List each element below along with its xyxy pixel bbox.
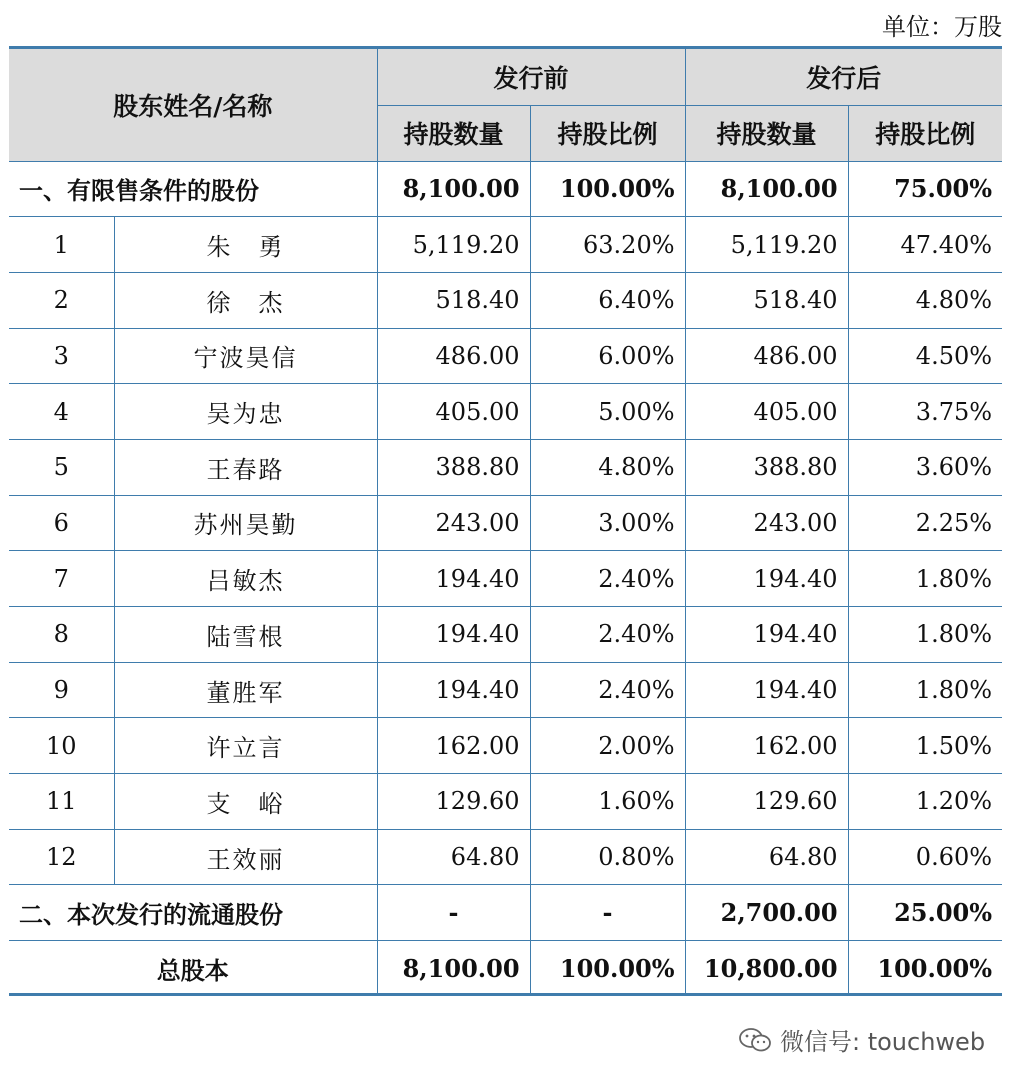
before-qty: 129.60 <box>377 774 530 830</box>
shareholder-name: 苏州昊勤 <box>114 495 377 551</box>
row-number: 7 <box>9 551 114 607</box>
table-row <box>9 551 1002 607</box>
after-qty: 518.40 <box>685 272 848 328</box>
header-after-ratio: 持股比例 <box>848 105 1002 161</box>
unit-label: 单位：万股 <box>882 13 1002 41</box>
circulating-shares-row <box>9 885 1002 941</box>
table-row <box>9 384 1002 440</box>
shareholder-name: 陆雪根 <box>114 607 377 663</box>
after-ratio: 2.25% <box>848 495 1002 551</box>
before-ratio: 4.80% <box>530 439 685 495</box>
header-before-issue: 发行前 <box>377 49 685 105</box>
total-label: 总股本 <box>9 941 377 997</box>
shareholder-name: 吕敏杰 <box>114 551 377 607</box>
restricted-shares-row <box>9 161 1002 217</box>
after-qty: 405.00 <box>685 384 848 440</box>
row-number: 10 <box>9 718 114 774</box>
shareholder-name: 吴为忠 <box>114 384 377 440</box>
before-ratio: 2.40% <box>530 607 685 663</box>
before-ratio: 2.40% <box>530 551 685 607</box>
circulating-after-qty: 2,700.00 <box>685 885 848 941</box>
circulating-label: 二、本次发行的流通股份 <box>9 885 377 941</box>
after-qty: 194.40 <box>685 551 848 607</box>
total-before-qty: 8,100.00 <box>377 941 530 997</box>
row-number: 6 <box>9 495 114 551</box>
row-number: 9 <box>9 662 114 718</box>
row-number: 5 <box>9 439 114 495</box>
before-qty: 5,119.20 <box>377 217 530 273</box>
shareholder-name: 宁波昊信 <box>114 328 377 384</box>
shareholder-name: 徐 杰 <box>114 272 377 328</box>
table-row <box>9 718 1002 774</box>
before-ratio: 3.00% <box>530 495 685 551</box>
after-ratio: 4.80% <box>848 272 1002 328</box>
after-ratio: 1.80% <box>848 607 1002 663</box>
header-after-qty: 持股数量 <box>685 105 848 161</box>
total-before-ratio: 100.00% <box>530 941 685 997</box>
total-shares-row <box>9 941 1002 997</box>
table-row <box>9 217 1002 273</box>
row-number: 12 <box>9 829 114 885</box>
before-qty: 518.40 <box>377 272 530 328</box>
row-number: 11 <box>9 774 114 830</box>
table-row <box>9 272 1002 328</box>
before-ratio: 2.00% <box>530 718 685 774</box>
restricted-before-ratio: 100.00% <box>530 161 685 217</box>
circulating-before-qty: - <box>377 885 530 941</box>
before-ratio: 2.40% <box>530 662 685 718</box>
table-row <box>9 662 1002 718</box>
wechat-icon <box>738 1026 772 1054</box>
shareholder-name: 朱 勇 <box>114 217 377 273</box>
before-ratio: 63.20% <box>530 217 685 273</box>
restricted-label: 一、有限售条件的股份 <box>9 161 377 217</box>
after-ratio: 0.60% <box>848 829 1002 885</box>
after-ratio: 1.20% <box>848 774 1002 830</box>
after-ratio: 1.80% <box>848 551 1002 607</box>
row-number: 8 <box>9 607 114 663</box>
after-qty: 388.80 <box>685 439 848 495</box>
table-row <box>9 829 1002 885</box>
before-qty: 194.40 <box>377 607 530 663</box>
row-number: 2 <box>9 272 114 328</box>
before-qty: 388.80 <box>377 439 530 495</box>
header-before-qty: 持股数量 <box>377 105 530 161</box>
table-row <box>9 439 1002 495</box>
after-qty: 194.40 <box>685 607 848 663</box>
after-ratio: 3.60% <box>848 439 1002 495</box>
table-row <box>9 328 1002 384</box>
circulating-after-ratio: 25.00% <box>848 885 1002 941</box>
restricted-after-qty: 8,100.00 <box>685 161 848 217</box>
after-qty: 64.80 <box>685 829 848 885</box>
before-qty: 162.00 <box>377 718 530 774</box>
after-qty: 194.40 <box>685 662 848 718</box>
before-qty: 194.40 <box>377 662 530 718</box>
total-after-qty: 10,800.00 <box>685 941 848 997</box>
after-qty: 129.60 <box>685 774 848 830</box>
after-ratio: 1.80% <box>848 662 1002 718</box>
header-after-issue: 发行后 <box>685 49 1002 105</box>
before-qty: 194.40 <box>377 551 530 607</box>
shareholder-name: 许立言 <box>114 718 377 774</box>
after-ratio: 4.50% <box>848 328 1002 384</box>
after-qty: 243.00 <box>685 495 848 551</box>
after-ratio: 47.40% <box>848 217 1002 273</box>
watermark-text: 微信号: touchweb <box>780 1028 986 1056</box>
before-qty: 405.00 <box>377 384 530 440</box>
shareholder-name: 王效丽 <box>114 829 377 885</box>
table-row <box>9 774 1002 830</box>
before-ratio: 1.60% <box>530 774 685 830</box>
before-ratio: 6.40% <box>530 272 685 328</box>
before-ratio: 6.00% <box>530 328 685 384</box>
header-shareholder-name: 股东姓名/名称 <box>9 49 377 161</box>
after-qty: 486.00 <box>685 328 848 384</box>
after-ratio: 3.75% <box>848 384 1002 440</box>
row-number: 4 <box>9 384 114 440</box>
before-qty: 486.00 <box>377 328 530 384</box>
before-qty: 243.00 <box>377 495 530 551</box>
row-number: 1 <box>9 217 114 273</box>
table-row <box>9 495 1002 551</box>
total-after-ratio: 100.00% <box>848 941 1002 997</box>
shareholder-name: 董胜军 <box>114 662 377 718</box>
shareholding-table <box>9 46 1002 996</box>
table-row <box>9 607 1002 663</box>
after-qty: 162.00 <box>685 718 848 774</box>
header-before-ratio: 持股比例 <box>530 105 685 161</box>
before-ratio: 5.00% <box>530 384 685 440</box>
restricted-after-ratio: 75.00% <box>848 161 1002 217</box>
before-ratio: 0.80% <box>530 829 685 885</box>
after-qty: 5,119.20 <box>685 217 848 273</box>
shareholder-name: 支 峪 <box>114 774 377 830</box>
shareholder-name: 王春路 <box>114 439 377 495</box>
row-number: 3 <box>9 328 114 384</box>
watermark <box>738 1022 985 1057</box>
restricted-before-qty: 8,100.00 <box>377 161 530 217</box>
after-ratio: 1.50% <box>848 718 1002 774</box>
circulating-before-ratio: - <box>530 885 685 941</box>
before-qty: 64.80 <box>377 829 530 885</box>
